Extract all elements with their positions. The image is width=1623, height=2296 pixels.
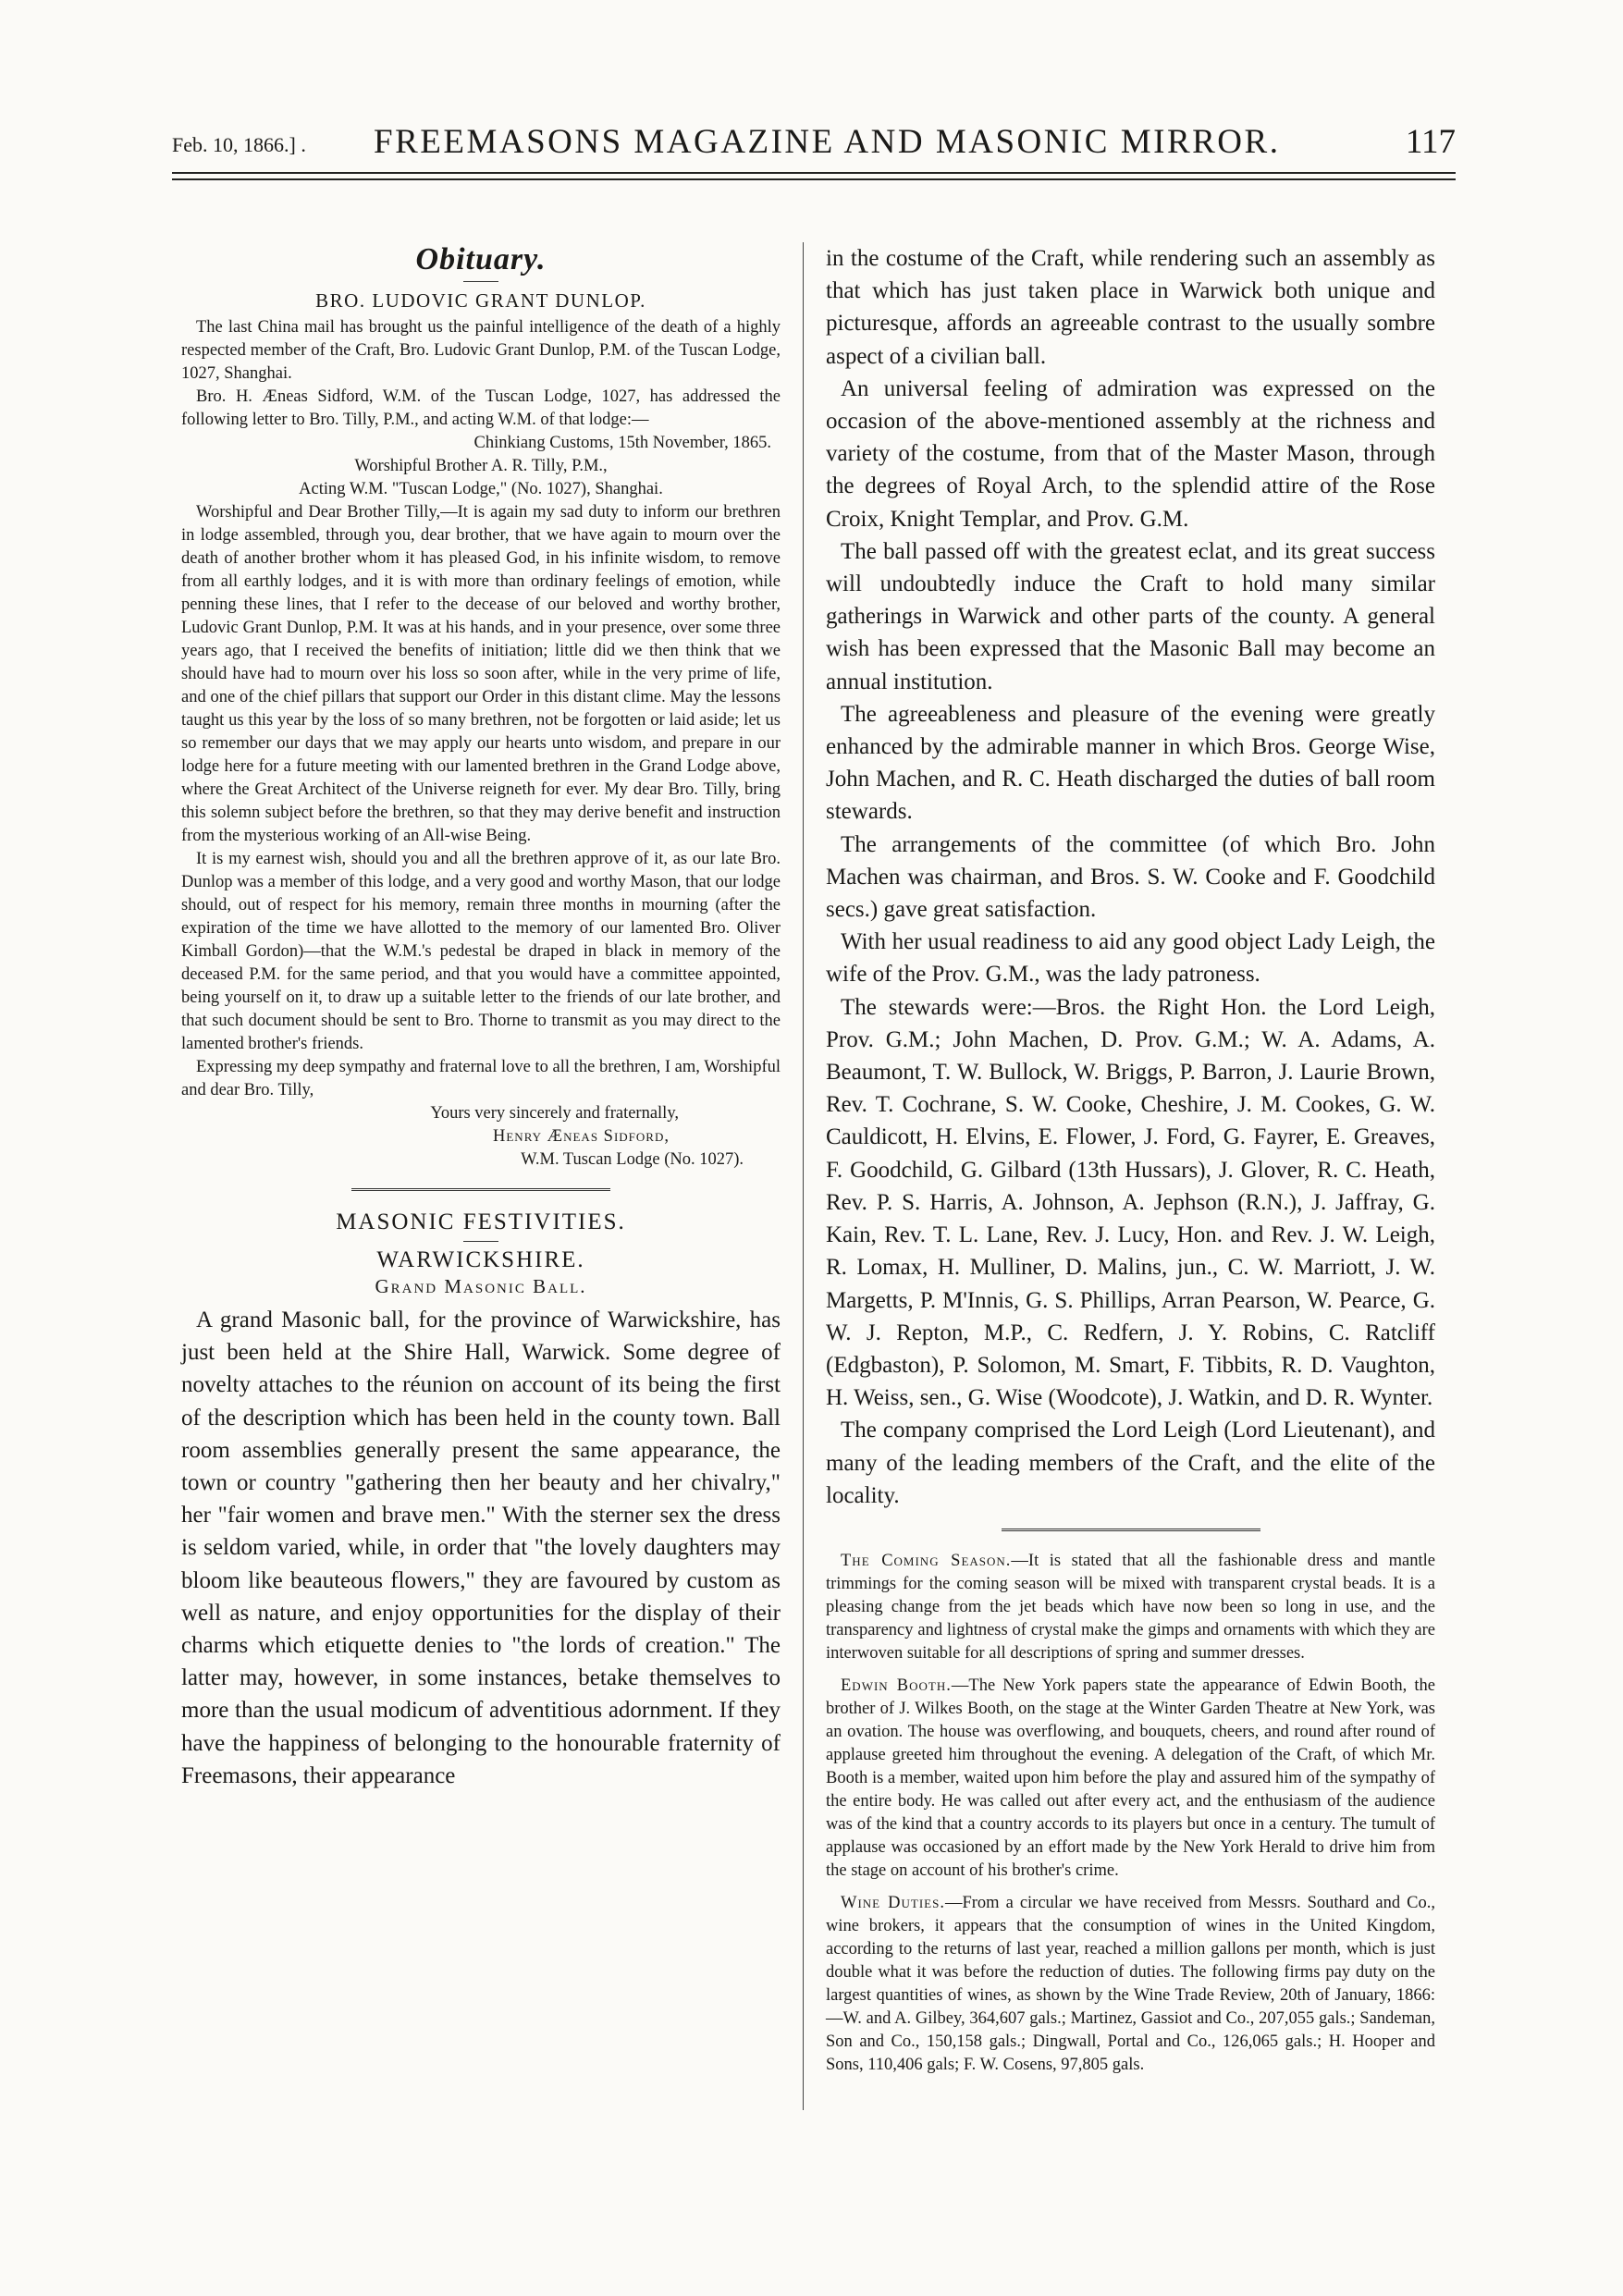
header-rule-top	[172, 172, 1456, 174]
letter-signoff-2: Henry Æneas Sidford,	[493, 1127, 670, 1146]
letter-paragraph-2: It is my earnest wish, should you and all the brethren approve of it, as our late Bro. Dunlop was a member of this lodge, and a very good and worthy Mason, that our lodge should, out of respect for his memory, remain three months in mourning (after the expiration of the time we have allotted to the memory of our lamented Bro. Oliver Kimball Gordon)—that the W.M.'s pedestal be draped in black in memory of the deceased P.M. for the same period, and that you would have a committee appointed, being yourself on it, to draw up a suitable letter to the friends of our late brother, and that such document should be sent to Bro. Thorne to transmit as you may direct to the lamented brother's friends.	[181, 850, 781, 1053]
festivities-title: MASONIC FESTIVITIES.	[336, 1209, 626, 1234]
letter-addressee-1: Worshipful Brother A. R. Tilly, P.M.,	[354, 457, 608, 475]
obituary-intro-2: Bro. H. Æneas Sidford, W.M. of the Tuscan Lodge, 1027, has addressed the following letter to Bro. Tilly, P.M., and acting W.M. of that lodge:—	[181, 387, 781, 429]
heading-rule	[463, 281, 498, 282]
running-header	[172, 115, 1456, 159]
festivities-county: WARWICKSHIRE.	[376, 1247, 585, 1272]
festivities-paragraph-8: The company comprised the Lord Leigh (Lord Lieutenant), and many of the leading members of the Craft, and the elite of the locality.	[826, 1418, 1435, 1508]
note-edwin-booth	[826, 1675, 1435, 1883]
issue-date: Feb. 10, 1866.] .	[172, 133, 306, 156]
note-wine-duties	[826, 1892, 1435, 2077]
festivities-paragraph-3: The ball passed off with the greatest eclat, and its great success will undoubtedly induce the Craft to hold many similar gatherings in Warwick and other parts of the county. A general wish has been expressed that the Masonic Ball may become an annual institution.	[826, 538, 1435, 694]
festivities-paragraph-1: A grand Masonic ball, for the province of Warwickshire, has just been held at the Shire Hall, Warwick. Some degree of novelty attaches to the réunion on account of its being the first of the description which has been held in the county town. Ball room assemblies generally present the same appearance, the town or country "gathering then her beauty and her chivalry," her "fair women and brave men." With the sterner sex the dress is seldom varied, while, in order that "the lovely daughters may bloom like beauteous flowers," they are favoured by custom as well as nature, and enjoy opportunities for the display of their charms which etiquette denies to "the lords of creation." The latter may, however, in some instances, betake themselves to more than the usual modicum of adventitious adornment. If they have the happiness of belonging to the honourable fraternity of Freemasons, their appearance	[181, 1308, 781, 1788]
letter-paragraph-1: Worshipful and Dear Brother Tilly,—It is again my sad duty to inform our brethren in lodge assembled, through you, dear brother, that we have again to mourn over the death of another brother whom it has pleased God, in his infinite wisdom, to remove from all earthly lodges, and it is with more than ordinary feelings of emotion, while penning these lines, that I refer to the decease of our beloved and worthy brother, Ludovic Grant Dunlop, P.M. It was at his hands, and in your presence, over some three years ago, that I received the benefits of initiation; little did we then think that we should have had to mourn over his loss so soon after, while in the very prime of life, and one of the chief pillars that support our Order in this distant clime. May the lessons taught us this year by the loss of so many brethren, not be forgotten or laid aside; let us so remember our days that we may apply our hearts unto wisdom, and prepare in our lodge here for a future meeting with our lamented brethren in the Grand Lodge above, where the Great Architect of the Universe reigneth for ever. My dear Bro. Tilly, bring this solemn subject before the brethren, so that they may derive benefit and instruction from the mysterious working of an All-wise Being.	[181, 503, 781, 845]
right-column	[826, 242, 1435, 2077]
left-column	[181, 242, 781, 1792]
note-coming-season	[826, 1550, 1435, 1665]
letter-addressee-2: Acting W.M. "Tuscan Lodge," (No. 1027), Shanghai.	[299, 480, 663, 498]
festivities-rule	[463, 1241, 498, 1242]
festivities-paragraph-4: The agreeableness and pleasure of the evening were greatly enhanced by the admirable manner in which Bros. George Wise, John Machen, and R. C. Heath discharged the duties of ball room stewards.	[826, 701, 1435, 825]
obituary-heading: Obituary.	[415, 242, 547, 276]
note-edwin-booth-head: Edwin Booth.	[841, 1676, 952, 1695]
section-divider	[351, 1188, 610, 1191]
note-coming-season-head: The Coming Season.	[841, 1551, 1012, 1570]
header-rule-bottom	[172, 178, 1456, 180]
festivities-paragraph-2: An universal feeling of admiration was expressed on the occasion of the above-mentioned assembly at the richness and variety of the costume, from that of the Master Mason, through the degrees of Royal Arch, to the splendid attire of the Rose Croix, Knight Templar, and Prov. G.M.	[826, 375, 1435, 532]
note-edwin-booth-body: —The New York papers state the appearance of Edwin Booth, the brother of J. Wilkes Booth, on the stage at the Winter Garden Theatre at New York, was an ovation. The house was overflowing, and bouquets, cheers, and round after round of applause greeted him throughout the evening. A delegation of the Craft, of which Mr. Booth is a member, waited upon him before the play and assured him of the sympathy of the entire body. He was called out after every act, and the enthusiasm of the audience was of the kind that a country accords to its players but once in a century. The tumult of applause was occasioned by an effort made by the New York Herald to drive him from the stage on account of his brother's crime.	[826, 1676, 1436, 1880]
note-coming-season-body: —It is stated that all the fashionable dress and mantle trimmings for the coming season will be mixed with transparent crystal beads. It is a pleasing change from the jet beads which have now been so long in use, and the transparency and lightness of crystal make the gimps and ornaments with which they are interwoven suitable for all descriptions of spring and summer dresses.	[826, 1551, 1435, 1663]
magazine-title: FREEMASONS MAGAZINE AND MASONIC MIRROR.	[374, 123, 1281, 161]
obituary-subheading: BRO. LUDOVIC GRANT DUNLOP.	[315, 289, 646, 312]
festivities-paragraph-6: With her usual readiness to aid any good object Lady Leigh, the wife of the Prov. G.M., was the lady patroness.	[826, 929, 1435, 988]
obituary-intro: The last China mail has brought us the painful intelligence of the death of a highly respected member of the Craft, Bro. Ludovic Grant Dunlop, P.M. of the Tuscan Lodge, 1027, Shanghai.	[181, 318, 781, 383]
festivities-stewards: The stewards were:—Bros. the Right Hon. the Lord Leigh, Prov. G.M.; John Machen, D. Prov. G.M.; W. A. Adams, A. Beaumont, T. W. Bullock, W. Briggs, P. Barron, J. Laurie Brown, Rev. T. Cochrane, S. W. Cooke, Cheshire, J. M. Cookes, G. W. Cauldicott, H. Elvins, E. Flower, J. Ford, G. Fayrer, E. Greaves, F. Goodchild, G. Gilbard (13th Hussars), J. Glover, R. C. Heath, Rev. P. S. Harris, A. Johnson, A. Jephson (R.N.), J. Jaffray, G. Kain, Rev. T. L. Lane, Rev. J. Lucy, Hon. and Rev. J. W. Leigh, R. Lomax, H. Mulliner, D. Malins, jun., C. W. Marriott, J. W. Margetts, P. M'Innis, G. S. Phillips, Arran Pearson, W. Pearce, G. W. J. Repton, M.P., C. Redfern, J. Y. Robins, C. Ratcliff (Edgbaston), P. Solomon, M. Smart, F. Tibbits, R. D. Vaughton, H. Weiss, sen., G. Wise (Woodcote), J. Watkin, and D. R. Wynter.	[826, 994, 1435, 1411]
note-wine-duties-head: Wine Duties.	[841, 1893, 945, 1912]
festivities-subtitle: Grand Masonic Ball.	[375, 1275, 587, 1297]
notes-divider	[1002, 1529, 1260, 1531]
letter-signoff-3: W.M. Tuscan Lodge (No. 1027).	[521, 1150, 744, 1169]
festivities-paragraph-5: The arrangements of the committee (of which Bro. John Machen was chairman, and Bros. S. W. Cooke and F. Goodchild secs.) gave great satisfaction.	[826, 831, 1435, 923]
festivities-paragraph-1-continued: in the costume of the Craft, while rendering such an assembly as that which has just taken place in Warwick both unique and picturesque, affords an agreeable contrast to the usually sombre aspect of a civilian ball.	[826, 246, 1435, 369]
note-wine-duties-body: —From a circular we have received from Messrs. Southard and Co., wine brokers, it appears that the consumption of wines in the United Kingdom, according to the returns of last year, reached a million gallons per month, which is just double what it was before the reduction of duties. The following firms pay duty on the largest quantities of wines, as shown by the Wine Trade Review, 20th of January, 1866:—W. and A. Gilbey, 364,607 gals.; Martinez, Gassiot and Co., 207,055 gals.; Sandeman, Son and Co., 150,158 gals.; Dingwall, Portal and Co., 126,065 gals.; H. Hooper and Sons, 110,406 gals; F. W. Cosens, 97,805 gals.	[826, 1893, 1436, 2074]
letter-location: Chinkiang Customs, 15th November, 1865.	[473, 434, 771, 452]
column-divider	[803, 242, 804, 2110]
letter-signoff-1: Yours very sincerely and fraternally,	[430, 1104, 679, 1123]
letter-paragraph-3: Expressing my deep sympathy and fraternal love to all the brethren, I am, Worshipful and dear Bro. Tilly,	[181, 1058, 781, 1099]
page-number: 117	[1405, 123, 1456, 161]
